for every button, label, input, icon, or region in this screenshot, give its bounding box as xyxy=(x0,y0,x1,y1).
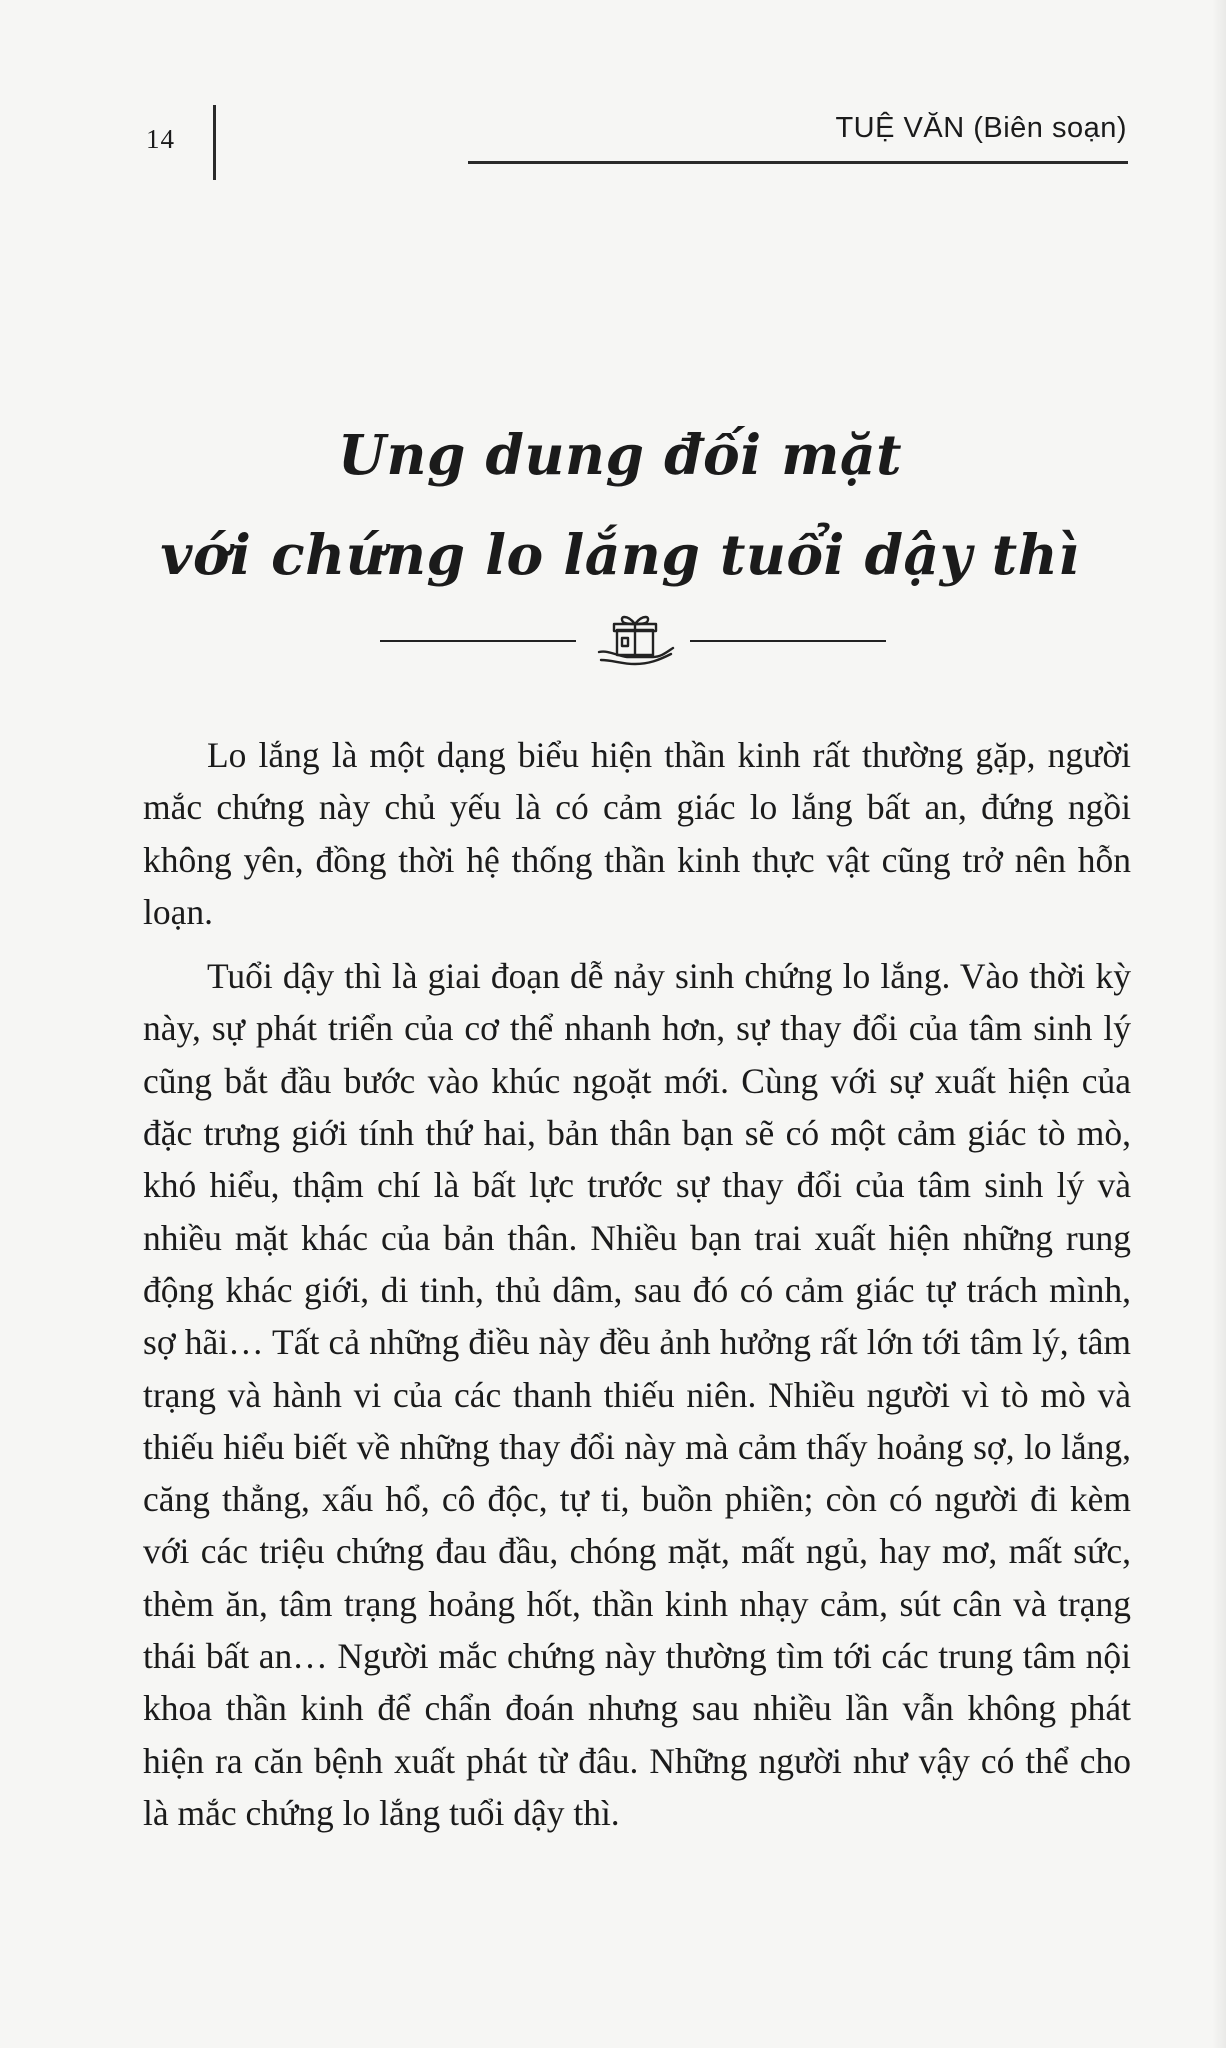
body-text xyxy=(143,729,1131,1839)
gift-box-on-hand-icon xyxy=(595,608,677,668)
paragraph: Lo lắng là một dạng biểu hiện thần kinh rất thường gặp, người mắc chứng này chủ yếu là có cảm giác lo lắng bất an, đứng ngồi không yên, đồng thời hệ thống thần kinh thực vật cũng trở nên hỗn loạn. xyxy=(143,735,1131,932)
ornament-line-right xyxy=(690,640,886,642)
running-head: TUỆ VĂN (Biên soạn) xyxy=(835,112,1127,144)
header-divider-vertical xyxy=(213,105,216,180)
page-edge-shadow xyxy=(1212,0,1226,2048)
title-ornament xyxy=(380,608,880,668)
header-rule xyxy=(468,161,1128,164)
chapter-title xyxy=(150,405,1090,605)
chapter-title-line-1: Ung dung đối mặt xyxy=(337,422,902,487)
page-number: 14 xyxy=(146,124,175,154)
chapter-title-line-2: với chứng lo lắng tuổi dậy thì xyxy=(160,522,1080,587)
paragraph: Tuổi dậy thì là giai đoạn dễ nảy sinh chứng lo lắng. Vào thời kỳ này, sự phát triển của cơ thể nhanh hơn, sự thay đổi của tâm sinh lý cũng bắt đầu bước vào khúc ngoặt mới. Cùng với sự xuất hiện của đặc trưng giới tính thứ hai, bản thân bạn sẽ có một cảm giác tò mò, khó hiểu, thậm chí là bất lực trước sự thay đổi của tâm sinh lý và nhiều mặt khác của bản thân. Nhiều bạn trai xuất hiện những rung động khác giới, di tinh, thủ dâm, sau đó có cảm giác tự trách mình, sợ hãi… Tất cả những điều này đều ảnh hưởng rất lớn tới tâm lý, tâm trạng và hành vi của các thanh thiếu niên. Nhiều người vì tò mò và thiếu hiểu biết về những thay đổi này mà cảm thấy hoảng sợ, lo lắng, căng thẳng, xấu hổ, cô độc, tự ti, buồn phiền; còn có người đi kèm với các triệu chứng đau đầu, chóng mặt, mất ngủ, hay mơ, mất sức, thèm ăn, tâm trạng hoảng hốt, thần kinh nhạy cảm, sút cân và trạng thái bất an… Người mắc chứng này thường tìm tới các trung tâm nội khoa thần kinh để chẩn đoán nhưng sau nhiều lần vẫn không phát hiện ra căn bệnh xuất phát từ đâu. Những người như vậy có thể cho là mắc chứng lo lắng tuổi dậy thì. xyxy=(143,956,1131,1833)
ornament-line-left xyxy=(380,640,576,642)
